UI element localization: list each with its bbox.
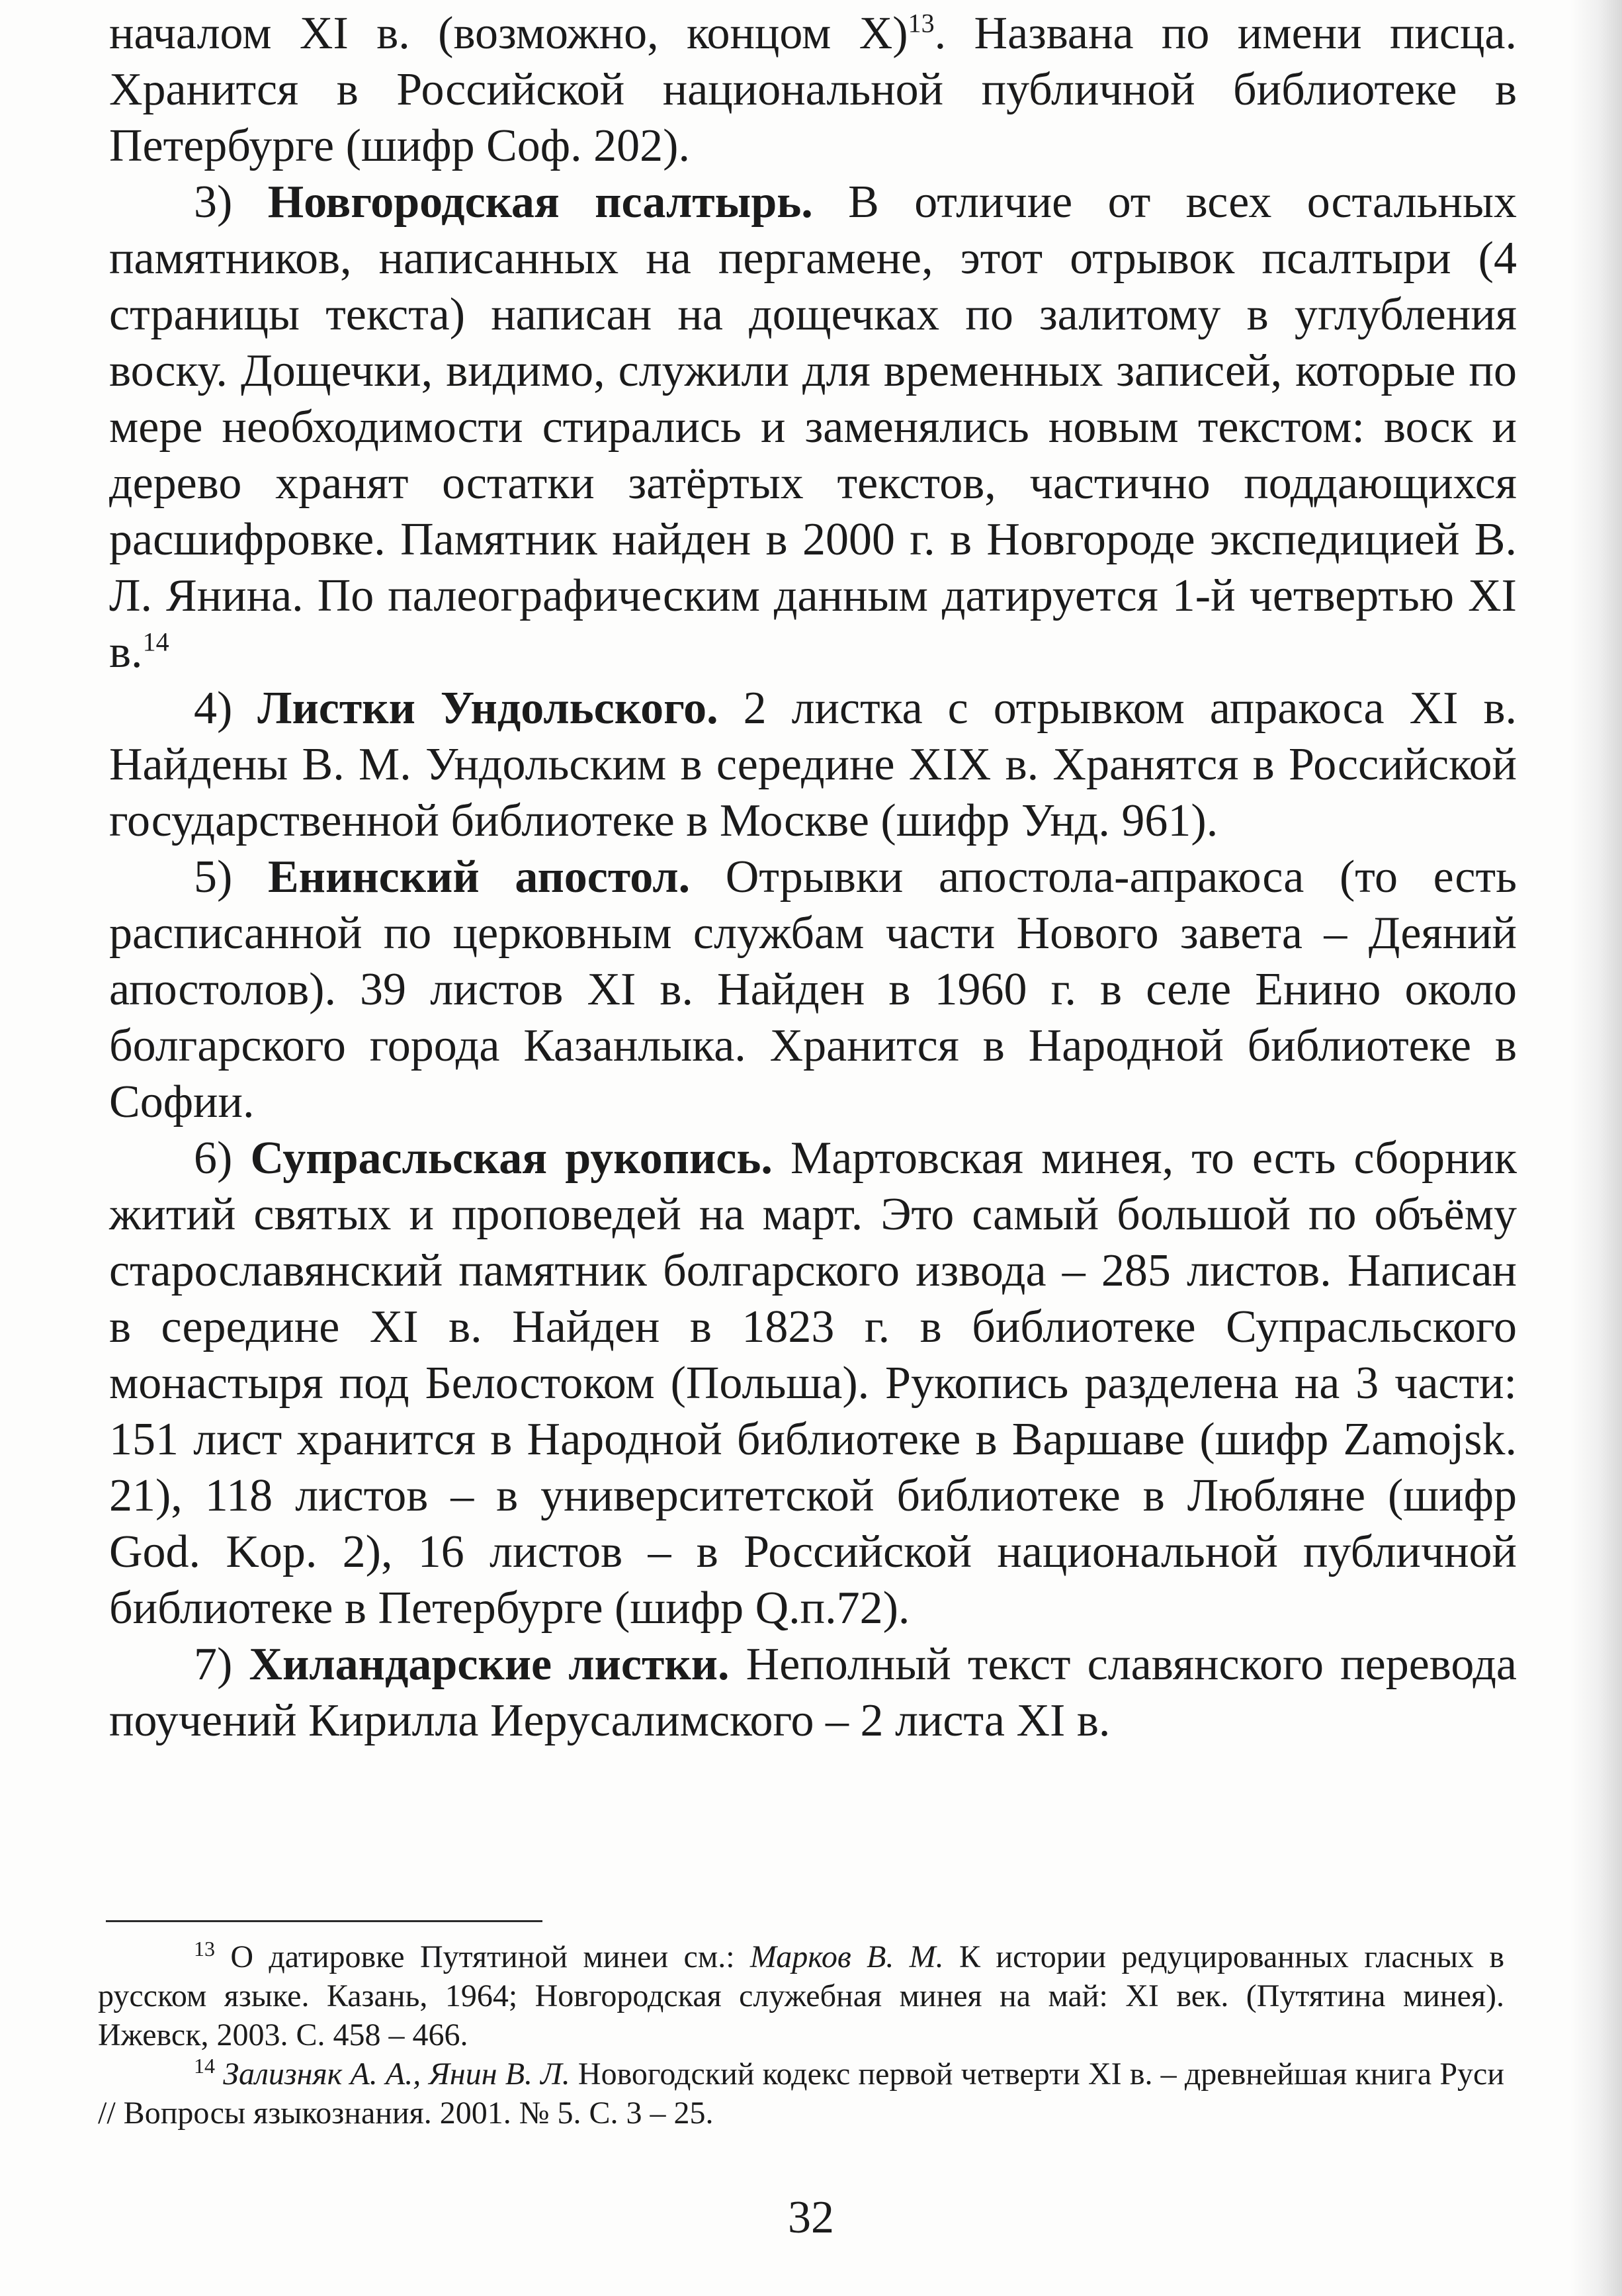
footnote-mark: 14 [194, 2054, 215, 2078]
item-title: Листки Ундольского. [257, 683, 718, 734]
footnote-text: К истории редуцированных гласных в русском языке. Казань, 1964; Новгородская служебная минея на май: XI век. (Путятина минея). Ижевск, 2003. С. 458 – 466. [98, 1939, 1504, 2053]
item-number: 3) [194, 177, 233, 228]
paragraph-continuation [109, 5, 1517, 174]
item-text: Мартовская минея, то есть сборник житий святых и проповедей на март. Это самый большой по объёму старославянский памятник болгарского извода – 285 листов. Написан в середине XI в. Найден в 1823 г. в библиотеке Супрасльского монастыря под Белостоком (Польша). Рукопись разделена на 3 части: 151 лист хранится в Народной библиотеке в Варшаве (шифр Zamojsk. 21), 118 листов – в университетской библиотеке в Любляне (шифр God. Kop. 2), 16 листов – в Российской национальной публичной библиотеке в Петербурге (шифр Q.п.72). [109, 1133, 1517, 1634]
list-item-undolsky-leaves [109, 680, 1517, 849]
footnote-text: Новогодский кодекс первой четверти XI в. – древнейшая книга Руси // Вопросы языкознания. 2001. № 5. С. 3 – 25. [98, 2056, 1505, 2131]
footnote-ref-13[interactable]: 13 [908, 8, 935, 38]
list-item-hilandar-leaves [109, 1636, 1517, 1749]
item-number: 4) [194, 683, 233, 734]
paragraph-text: . Названа по имени писца. Хранится в Российской национальной публичной библиотеке в Петербурге (шифр Соф. 202). [109, 8, 1517, 171]
paragraph-text: началом XI в. (возможно, концом X) [109, 8, 908, 59]
item-title: Енинский апостол. [267, 852, 691, 903]
item-text: 2 листка с отрывком апракоса XI в. Найдены В. М. Ундольским в середине XIX в. Хранятся в Российской государственной библиотеке в Москве (шифр Унд. 961). [109, 683, 1517, 846]
item-title: Новгородская псалтырь. [267, 177, 813, 228]
item-title: Хиландарские листки. [249, 1639, 730, 1690]
list-item-suprasl-codex [109, 1130, 1517, 1636]
footnote-14 [98, 2054, 1504, 2133]
page-edge-shadow [1570, 0, 1622, 2296]
footnote-separator [106, 1920, 542, 1922]
item-text: Неполный текст славянского перевода поучений Кирилла Иерусалимского – 2 листа XI в. [109, 1639, 1517, 1746]
list-item-enina-apostle [109, 849, 1517, 1130]
footnote-ref-14[interactable]: 14 [142, 627, 169, 657]
footnotes [98, 1937, 1504, 2133]
footnote-13 [98, 1937, 1504, 2054]
footnote-author: Зализняк А. А., Янин В. Л. [223, 2056, 570, 2092]
footnote-author: Марков В. М. [749, 1939, 944, 1974]
page-number: 32 [788, 2192, 834, 2243]
item-number: 5) [194, 852, 233, 903]
item-text: В отличие от всех остальных памятников, написанных на пергамене, этот отрывок псалтыри (4 страницы текста) написан на дощечках по залитому в углубления воску. Дощечки, видимо, служили для временных записей, которые по мере необходимости стирались и заменялись новым текстом: воск и дерево хранят остатки затёртых текстов, частично поддающихся расшифровке. Памятник найден в 2000 г. в Новгороде экспедицией В. Л. Янина. По палеографическим данным датируется 1-й четвертью XI в. [109, 177, 1517, 678]
item-number: 6) [194, 1133, 233, 1184]
main-text [109, 5, 1517, 1749]
item-text: Отрывки апостола-апракоса (то есть расписанной по церковным службам части Нового завета – Деяний апостолов). 39 листов XI в. Найден в 1960 г. в селе Енино около болгарского города Казанлыка. Хранится в Народной библиотеке в Софии. [109, 852, 1517, 1127]
list-item-novgorod-psalter [109, 174, 1517, 680]
footnote-mark: 13 [194, 1937, 215, 1961]
item-number: 7) [194, 1639, 233, 1690]
item-title: Супрасльская рукопись. [250, 1133, 773, 1184]
footnote-text: О датировке Путятиной минеи см.: [215, 1939, 750, 1974]
